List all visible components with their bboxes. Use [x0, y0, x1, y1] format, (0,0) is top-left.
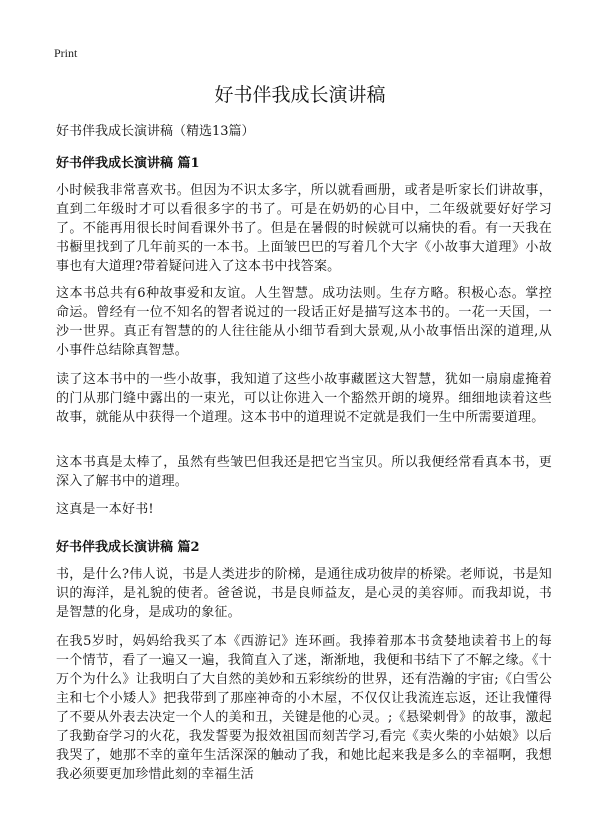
paragraph: 这本书真是太棒了，虽然有些皱巴但我还是把它当宝贝。所以我便经常看真本书，更深入了解书中的道理。: [56, 455, 552, 489]
document-subtitle: 好书伴我成长演讲稿（精选13篇）: [56, 124, 255, 139]
paragraph: 读了这本书中的一些小故事，我知道了这些小故事藏匿这大智慧，犹如一扇扇虚掩着的门从那门缝中露出的一束光，可以让你进入一个豁然开朗的境界。细细地读着这些故事，就能从中获得一个道理。这本书中的道理说不定就是我们一生中所需要道理。: [56, 372, 552, 425]
paragraph: 在我5岁时，妈妈给我买了本《西游记》连环画。我捧着那本书贪婪地读着书上的每一个情节，看了一遍又一遍，我简直入了迷，渐渐地，我便和书结下了不解之缘。《十万个为什么》让我明白了大自然的美妙和五彩缤纷的世界，还有浩瀚的宇宙;《白雪公主和七个小矮人》把我带到了那座神奇的小木屋，不仅仅让我流连忘返，还让我懂得了不要从外表去决定一个人的美和丑，关键是他的心灵。;《悬梁刺骨》的故事，激起了我勤奋学习的火花，我发誓要为报效祖国而刻苦学习,看完《卖火柴的小姑娘》以后我哭了，她那不幸的童年生活深深的触动了我，和她比起来我是多么的幸福啊，我想我必须要更加珍惜此刻的幸福生活: [56, 634, 552, 782]
print-link[interactable]: Print: [54, 46, 78, 60]
document-title: 好书伴我成长演讲稿: [214, 84, 386, 106]
paragraph: 这本书总共有6种故事爱和友谊。人生智慧。成功法则。生存方略。积极心态。掌控命运。曾经有一位不知名的智者说过的一段话正好是描写这本书的。一花一天国，一沙一世界。真正有智慧的的人往往能从小细节看到大景观,从小故事悟出深的道理,从小事件总结除真智慧。: [56, 286, 552, 358]
section-heading-1: 好书伴我成长演讲稿 篇1: [56, 156, 200, 171]
paragraph: 这真是一本好书!: [56, 502, 154, 517]
paragraph: 书，是什么?伟人说，书是人类进步的阶梯，是通往成功彼岸的桥梁。老师说，书是知识的海洋，是礼貌的使者。爸爸说，书是良师益友，是心灵的美容师。而我却说，书是智慧的化身，是成功的象征。: [56, 567, 552, 620]
section-heading-2: 好书伴我成长演讲稿 篇2: [56, 540, 200, 555]
paragraph: 小时候我非常喜欢书。但因为不识太多字，所以就看画册，或者是听家长们讲故事，直到二年级时才可以看很多字的书了。可是在奶奶的心目中，二年级就要好好学习了。不能再用很长时间看课外书了。但是在暑假的时候就可以痛快的看。有一天我在书橱里找到了几年前买的一本书。上面皱巴巴的写着几个大字《小故事大道理》小故事也有大道理?带着疑问进入了这本书中找答案。: [56, 183, 552, 274]
